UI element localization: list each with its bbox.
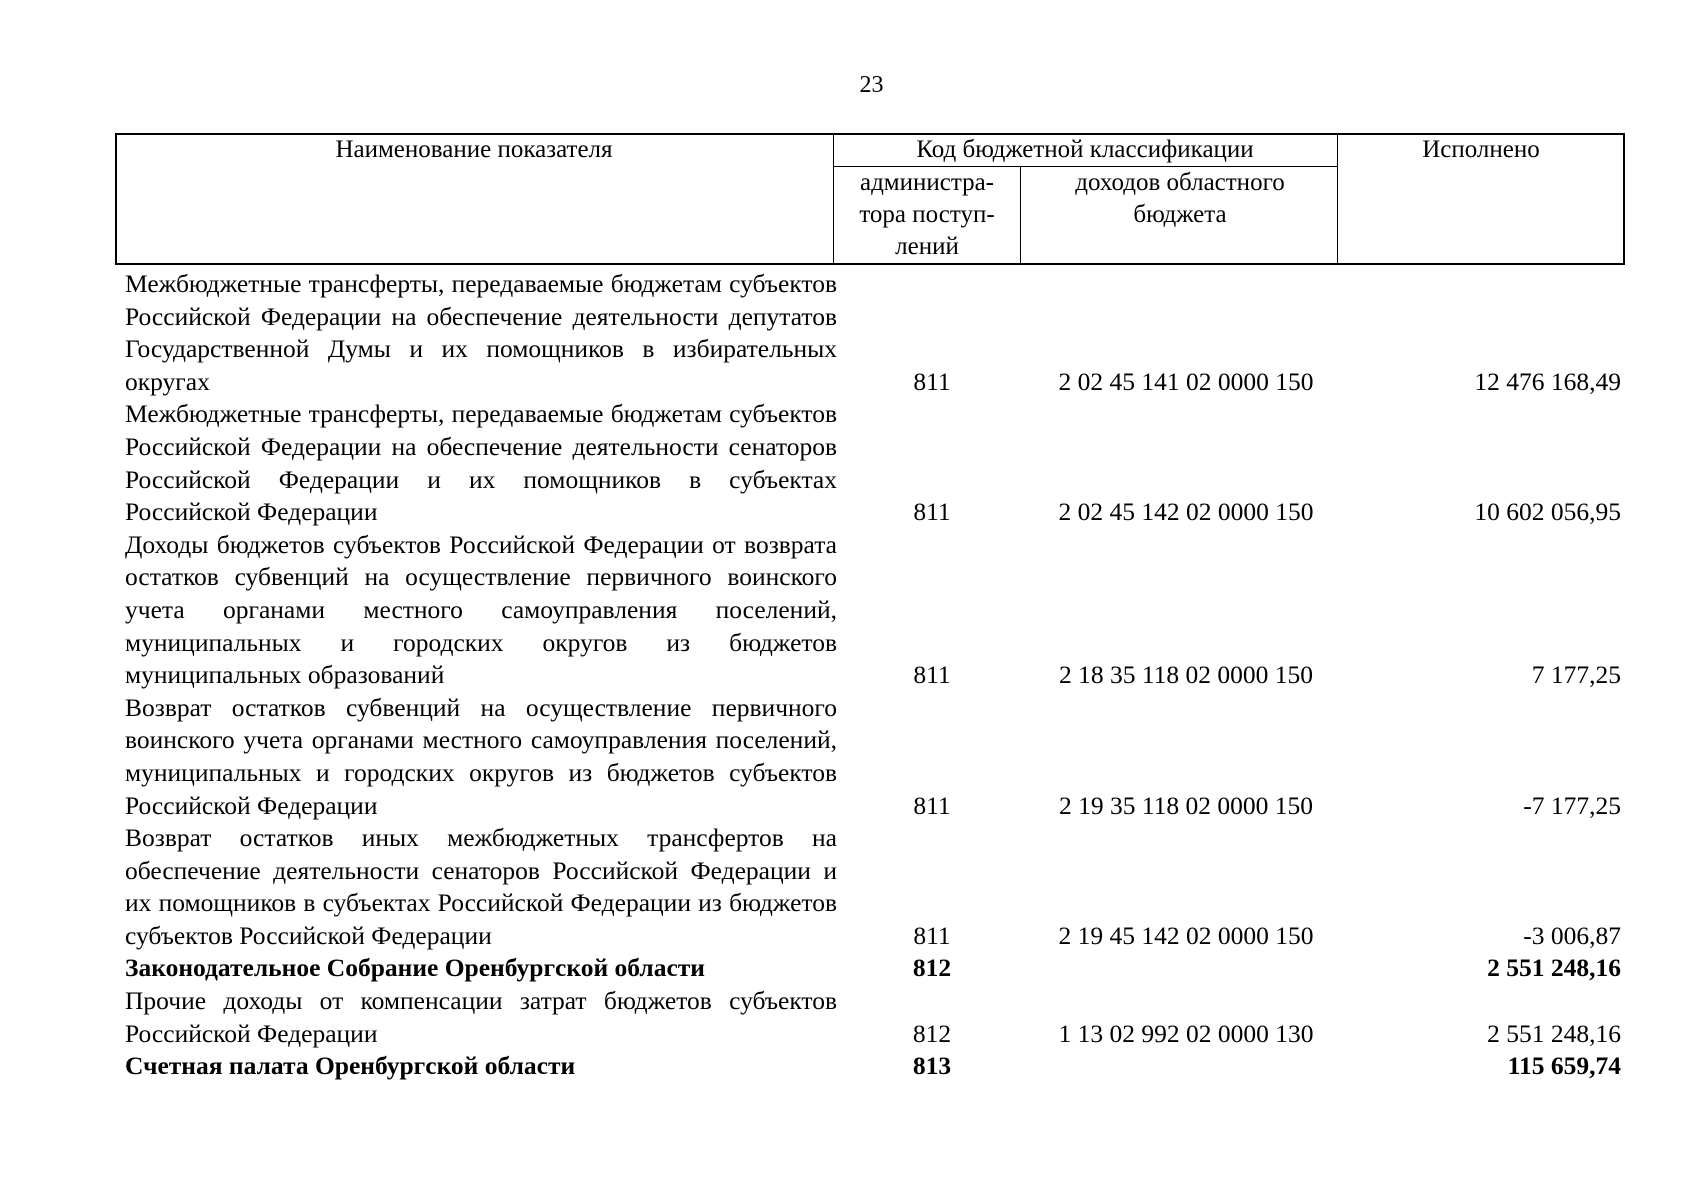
table-row	[115, 985, 1625, 1050]
row-income-code: 2 19 35 118 02 0000 150	[1058, 790, 1314, 820]
header-income: доходов областного бюджета	[1075, 169, 1285, 228]
row-income-code: 1 13 02 992 02 0000 130	[1058, 1018, 1314, 1048]
table-header	[115, 133, 1625, 265]
row-amount: 115 659,74	[1507, 1051, 1621, 1081]
row-name: Межбюджетные трансферты, передаваемые бюджетам субъектов Российской Федерации на обеспечение деятельности депутатов Государственной Думы и их помощников в избирательных округах	[125, 269, 837, 396]
row-amount: 2 551 248,16	[1487, 953, 1621, 983]
table-row	[115, 268, 1625, 398]
row-admin-code: 813	[912, 1051, 952, 1081]
header-divider-admin	[1020, 166, 1021, 265]
page-number: 23	[859, 72, 884, 98]
header-border-bottom	[115, 263, 1625, 265]
table-row-section	[115, 952, 1625, 985]
row-income-code: 2 19 45 142 02 0000 150	[1058, 920, 1314, 950]
row-name: Доходы бюджетов субъектов Российской Федерации от возврата остатков субвенций на осуществление первичного воинского учета органами местного самоуправления поселений, муниципальных и городских округов из бюджетов муниципальных образований	[125, 529, 837, 690]
row-admin-code: 812	[912, 953, 952, 983]
table-body	[115, 268, 1625, 1083]
row-income-code: 2 02 45 141 02 0000 150	[1058, 366, 1314, 396]
row-admin-code: 811	[913, 920, 951, 950]
table-row	[115, 692, 1625, 822]
row-amount: 12 476 168,49	[1474, 366, 1621, 396]
header-executed: Исполнено	[1422, 136, 1540, 163]
row-amount: 7 177,25	[1531, 660, 1621, 690]
table-row	[115, 398, 1625, 528]
row-amount: -7 177,25	[1523, 790, 1621, 820]
row-name: Счетная палата Оренбургской области	[125, 1051, 576, 1081]
row-name: Возврат остатков иных межбюджетных трансфертов на обеспечение деятельности сенаторов Российской Федерации и их помощников в субъектах Российской Федерации из бюджетов субъектов Российской Федерации	[125, 823, 837, 950]
header-admin: администра-тора поступ-лений	[859, 169, 995, 260]
header-code-group: Код бюджетной классификации	[916, 136, 1254, 163]
row-income-code: 2 18 35 118 02 0000 150	[1058, 660, 1314, 690]
row-amount: -3 006,87	[1523, 920, 1621, 950]
table-row-section	[115, 1050, 1625, 1083]
row-name: Прочие доходы от компенсации затрат бюджетов субъектов Российской Федерации	[125, 986, 837, 1048]
row-amount: 10 602 056,95	[1474, 497, 1621, 527]
row-admin-code: 811	[913, 660, 951, 690]
row-name: Возврат остатков субвенций на осуществление первичного воинского учета органами местного самоуправления поселений, муниципальных и городских округов из бюджетов субъектов Российской Федерации	[125, 692, 837, 820]
row-income-code: 2 02 45 142 02 0000 150	[1058, 497, 1314, 527]
table-row	[115, 822, 1625, 952]
row-admin-code: 811	[913, 790, 951, 820]
row-admin-code: 811	[913, 366, 951, 396]
table-row	[115, 529, 1625, 692]
row-amount: 2 551 248,16	[1487, 1018, 1621, 1048]
row-name: Законодательное Собрание Оренбургской области	[125, 953, 705, 983]
header-name: Наименование показателя	[335, 136, 613, 163]
row-admin-code: 811	[913, 497, 951, 527]
row-admin-code: 812	[912, 1018, 952, 1048]
row-name: Межбюджетные трансферты, передаваемые бюджетам субъектов Российской Федерации на обеспечение деятельности сенаторов Российской Федерации и их помощников в субъектах Российской Федерации	[125, 399, 837, 527]
